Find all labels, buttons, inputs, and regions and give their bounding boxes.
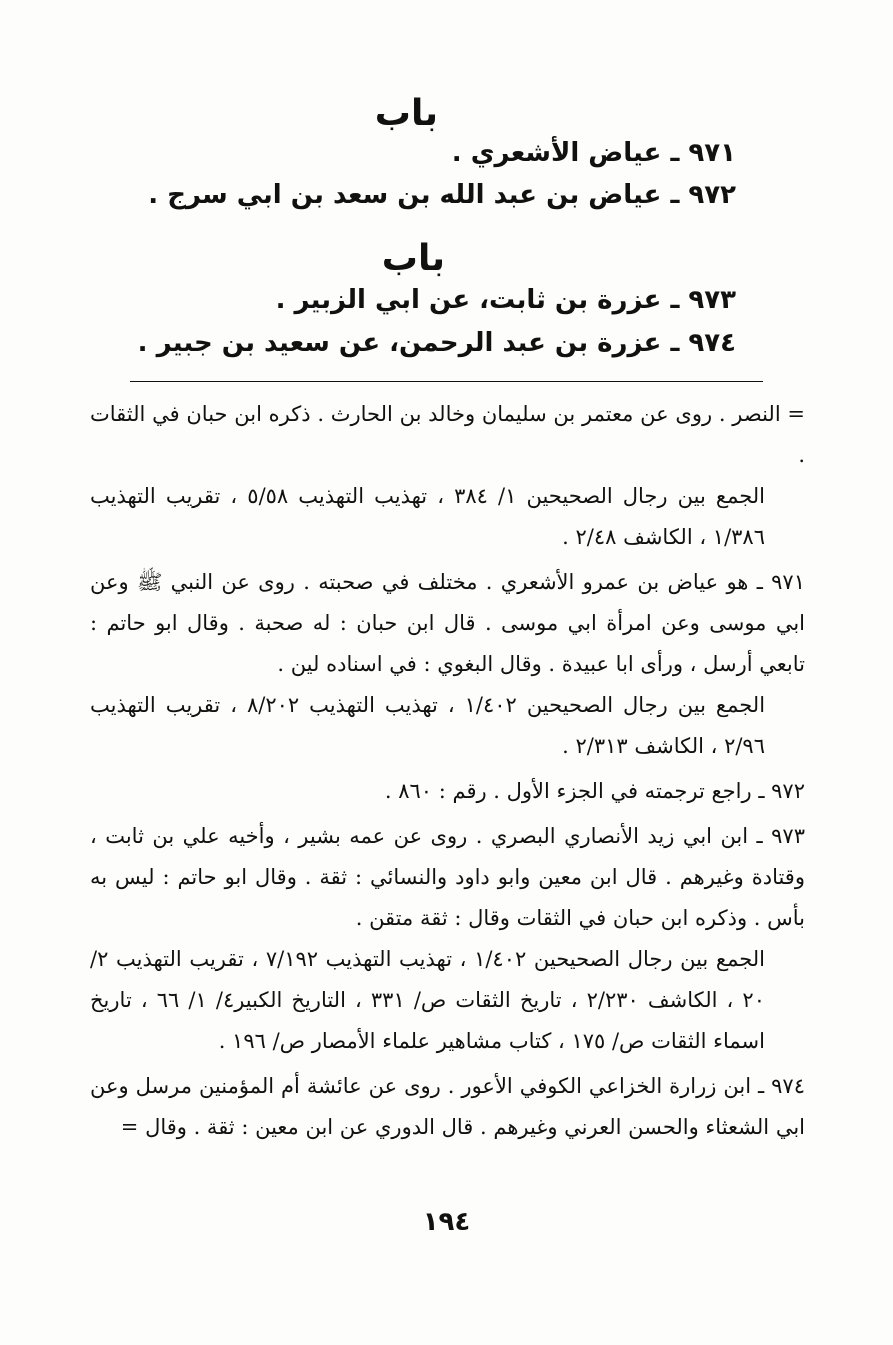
footnote-973 bbox=[90, 816, 805, 1062]
footnote-974 bbox=[90, 1066, 805, 1148]
footnote-references: الجمع بين رجال الصحيحين ١/٤٠٢ ، تهذيب التهذيب ٨/٢٠٢ ، تقريب التهذيب ٢/٩٦ ، الكاشف ٢/٣١٣ . bbox=[90, 693, 766, 758]
footnote-references: الجمع بين رجال الصحيحين ١/ ٣٨٤ ، تهذيب التهذيب ٥/٥٨ ، تقريب التهذيب ١/٣٨٦ ، الكاشف ٢/٤٨ . bbox=[90, 484, 765, 549]
footnote-text: ٩٧٤ ـ ابن زرارة الخزاعي الكوفي الأعور . روى عن عائشة أم المؤمنين مرسل وعن ابي الشعثاء والحسن العرني وغيرهم . قال الدوري عن ابن معين : ثقة . وقال = bbox=[90, 1074, 805, 1139]
entry-973: ٩٧٣ ـ عزرة بن ثابت، عن ابي الزبير . bbox=[275, 285, 736, 315]
footnote-references: الجمع بين رجال الصحيحين ١/٤٠٢ ، تهذيب التهذيب ٧/١٩٢ ، تقريب التهذيب ٢/ ٢٠ ، الكاشف ٢/٢٣٠ ، تاريخ الثقات ص/ ٣٣١ ، التاريخ الكبير٤/ ١/ ٦٦ ، تاريخ اسماء الثقات ص/ ١٧٥ ، كتاب مشاهير علماء الأمصار ص/ ١٩٦ . bbox=[90, 947, 765, 1053]
footnote-971 bbox=[90, 562, 805, 767]
footnotes bbox=[90, 394, 805, 1152]
footnote-text: ٩٧٣ ـ ابن ابي زيد الأنصاري البصري . روى عن عمه بشير ، وأخيه علي بن ثابت ، وقتادة وغيرهم . قال ابن معين وابو داود والنسائي : ثقة . وقال ابو حاتم : ليس به بأس . وذكره ابن حبان في الثقات وقال : ثقة متقن . bbox=[90, 824, 805, 930]
footnote-continuation bbox=[90, 394, 805, 558]
footnote-text: = النصر . روى عن معتمر بن سليمان وخالد بن الحارث . ذكره ابن حبان في الثقات . bbox=[90, 402, 805, 467]
footnote-divider bbox=[130, 381, 763, 382]
entry-974: ٩٧٤ ـ عزرة بن عبد الرحمن، عن سعيد بن جبير . bbox=[137, 328, 736, 358]
entry-972: ٩٧٢ ـ عياض بن عبد الله بن سعد بن ابي سرج . bbox=[148, 180, 736, 210]
page-number: ١٩٤ bbox=[422, 1207, 471, 1237]
footnote-text: ٩٧٢ ـ راجع ترجمته في الجزء الأول . رقم : ٨٦٠ . bbox=[384, 779, 805, 803]
chapter-heading: باب bbox=[374, 93, 438, 134]
footnote-text: ٩٧١ ـ هو عياض بن عمرو الأشعري . مختلف في صحبته . روى عن النبي ﷺ وعن ابي موسى وعن امرأة ابي موسى . قال ابن حبان : له صحبة . وقال ابو حاتم : تابعي أرسل ، ورأى ابا عبيدة . وقال البغوي : في اسناده لين . bbox=[90, 570, 805, 676]
footnote-972 bbox=[90, 771, 805, 812]
entry-971: ٩٧١ ـ عياض الأشعري . bbox=[451, 138, 736, 168]
chapter-heading: باب bbox=[381, 238, 445, 279]
